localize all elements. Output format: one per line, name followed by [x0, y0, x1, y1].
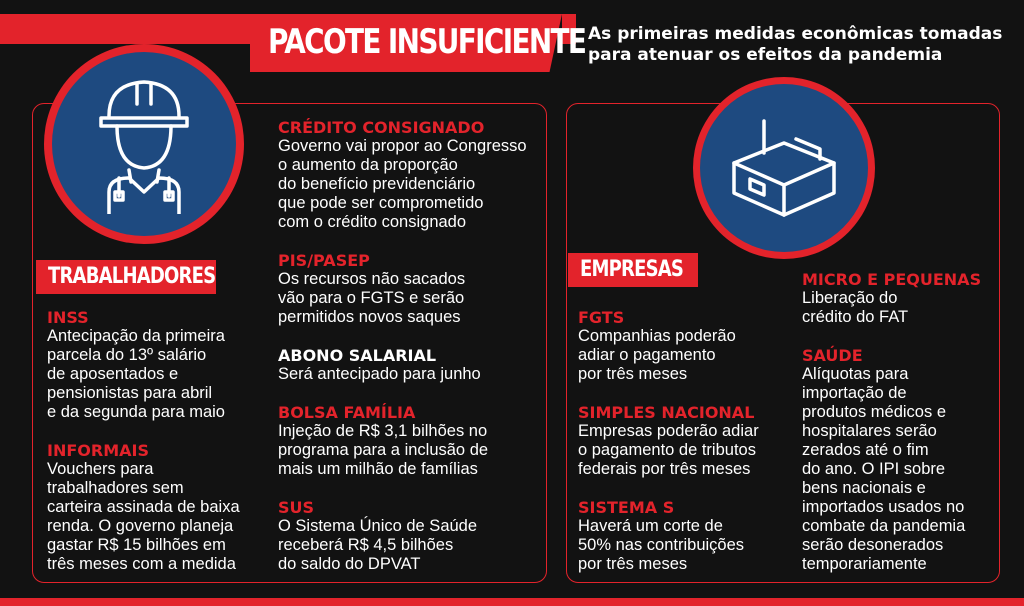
section-text: Haverá um corte de 50% nas contribuições por três meses	[578, 517, 745, 573]
section-text: Liberação do crédito do FAT	[802, 289, 909, 326]
section-pis-pasep	[278, 251, 465, 327]
section-text: Alíquotas para importação de produtos médicos e hospitalares serão zerados até o fim do ano. O IPI sobre bens nacionais e importados usados no combate da pandemia serão desonerados temporariamente	[802, 365, 966, 573]
section-title: MICRO E PEQUENAS	[802, 270, 982, 289]
worker-badge	[44, 44, 244, 244]
section-text: Governo vai propor ao Congresso o aumento da proporção do benefício previdenciário que pode ser comprometido com o crédito consignado	[278, 137, 527, 231]
section-informais	[47, 441, 240, 574]
section-simples-nacional	[578, 403, 759, 479]
factory-badge-inner	[700, 84, 868, 252]
tag-empresas: EMPRESAS	[568, 253, 698, 287]
worker-badge-inner	[52, 52, 236, 236]
section-title: BOLSA FAMÍLIA	[278, 403, 416, 422]
section-text: Injeção de R$ 3,1 bilhões no programa para a inclusão de mais um milhão de famílias	[278, 422, 489, 478]
section-sus	[278, 498, 477, 574]
section-sistema-s	[578, 498, 744, 574]
section-inss	[47, 308, 225, 422]
tag-trabalhadores: TRABALHADORES	[36, 260, 216, 294]
section-title: FGTS	[578, 308, 625, 327]
section-title: CRÉDITO CONSIGNADO	[278, 118, 485, 137]
section-bolsa-familia	[278, 403, 488, 479]
section-title: SISTEMA S	[578, 498, 675, 517]
section-credito-consignado	[278, 118, 527, 232]
section-abono-salarial	[278, 346, 481, 384]
section-text: Será antecipado para junho	[278, 365, 481, 383]
section-micro-pequenas	[802, 270, 981, 327]
section-title: PIS/PASEP	[278, 251, 370, 270]
section-saude	[802, 346, 965, 574]
section-title: SAÚDE	[802, 346, 863, 365]
section-text: Empresas poderão adiar o pagamento de tributos federais por três meses	[578, 422, 759, 478]
subtitle: As primeiras medidas econômicas tomadas para atenuar os efeitos da pandemia	[588, 24, 1003, 65]
section-title: SUS	[278, 498, 315, 517]
section-text: Os recursos não sacados vão para o FGTS e serão permitidos novos saques	[278, 270, 466, 326]
section-title: INSS	[47, 308, 89, 327]
section-title: SIMPLES NACIONAL	[578, 403, 755, 422]
section-fgts	[578, 308, 736, 384]
page-title: PACOTE INSUFICIENTE	[268, 22, 586, 62]
factory-badge	[693, 77, 875, 259]
section-title: ABONO SALARIAL	[278, 346, 437, 365]
section-text: Vouchers para trabalhadores sem carteira assinada de baixa renda. O governo planeja gastar R$ 15 bilhões em três meses com a medida	[47, 460, 240, 573]
section-text: Companhias poderão adiar o pagamento por três meses	[578, 327, 736, 383]
section-title: INFORMAIS	[47, 441, 149, 460]
top-red-bar	[0, 14, 250, 44]
worker-icon	[79, 74, 209, 214]
factory-icon	[724, 113, 844, 223]
section-text: Antecipação da primeira parcela do 13º salário de aposentados e pensionistas para abril e da segunda para maio	[47, 327, 225, 421]
bottom-red-bar	[0, 598, 1024, 606]
section-text: O Sistema Único de Saúde receberá R$ 4,5 bilhões do saldo do DPVAT	[278, 517, 478, 573]
